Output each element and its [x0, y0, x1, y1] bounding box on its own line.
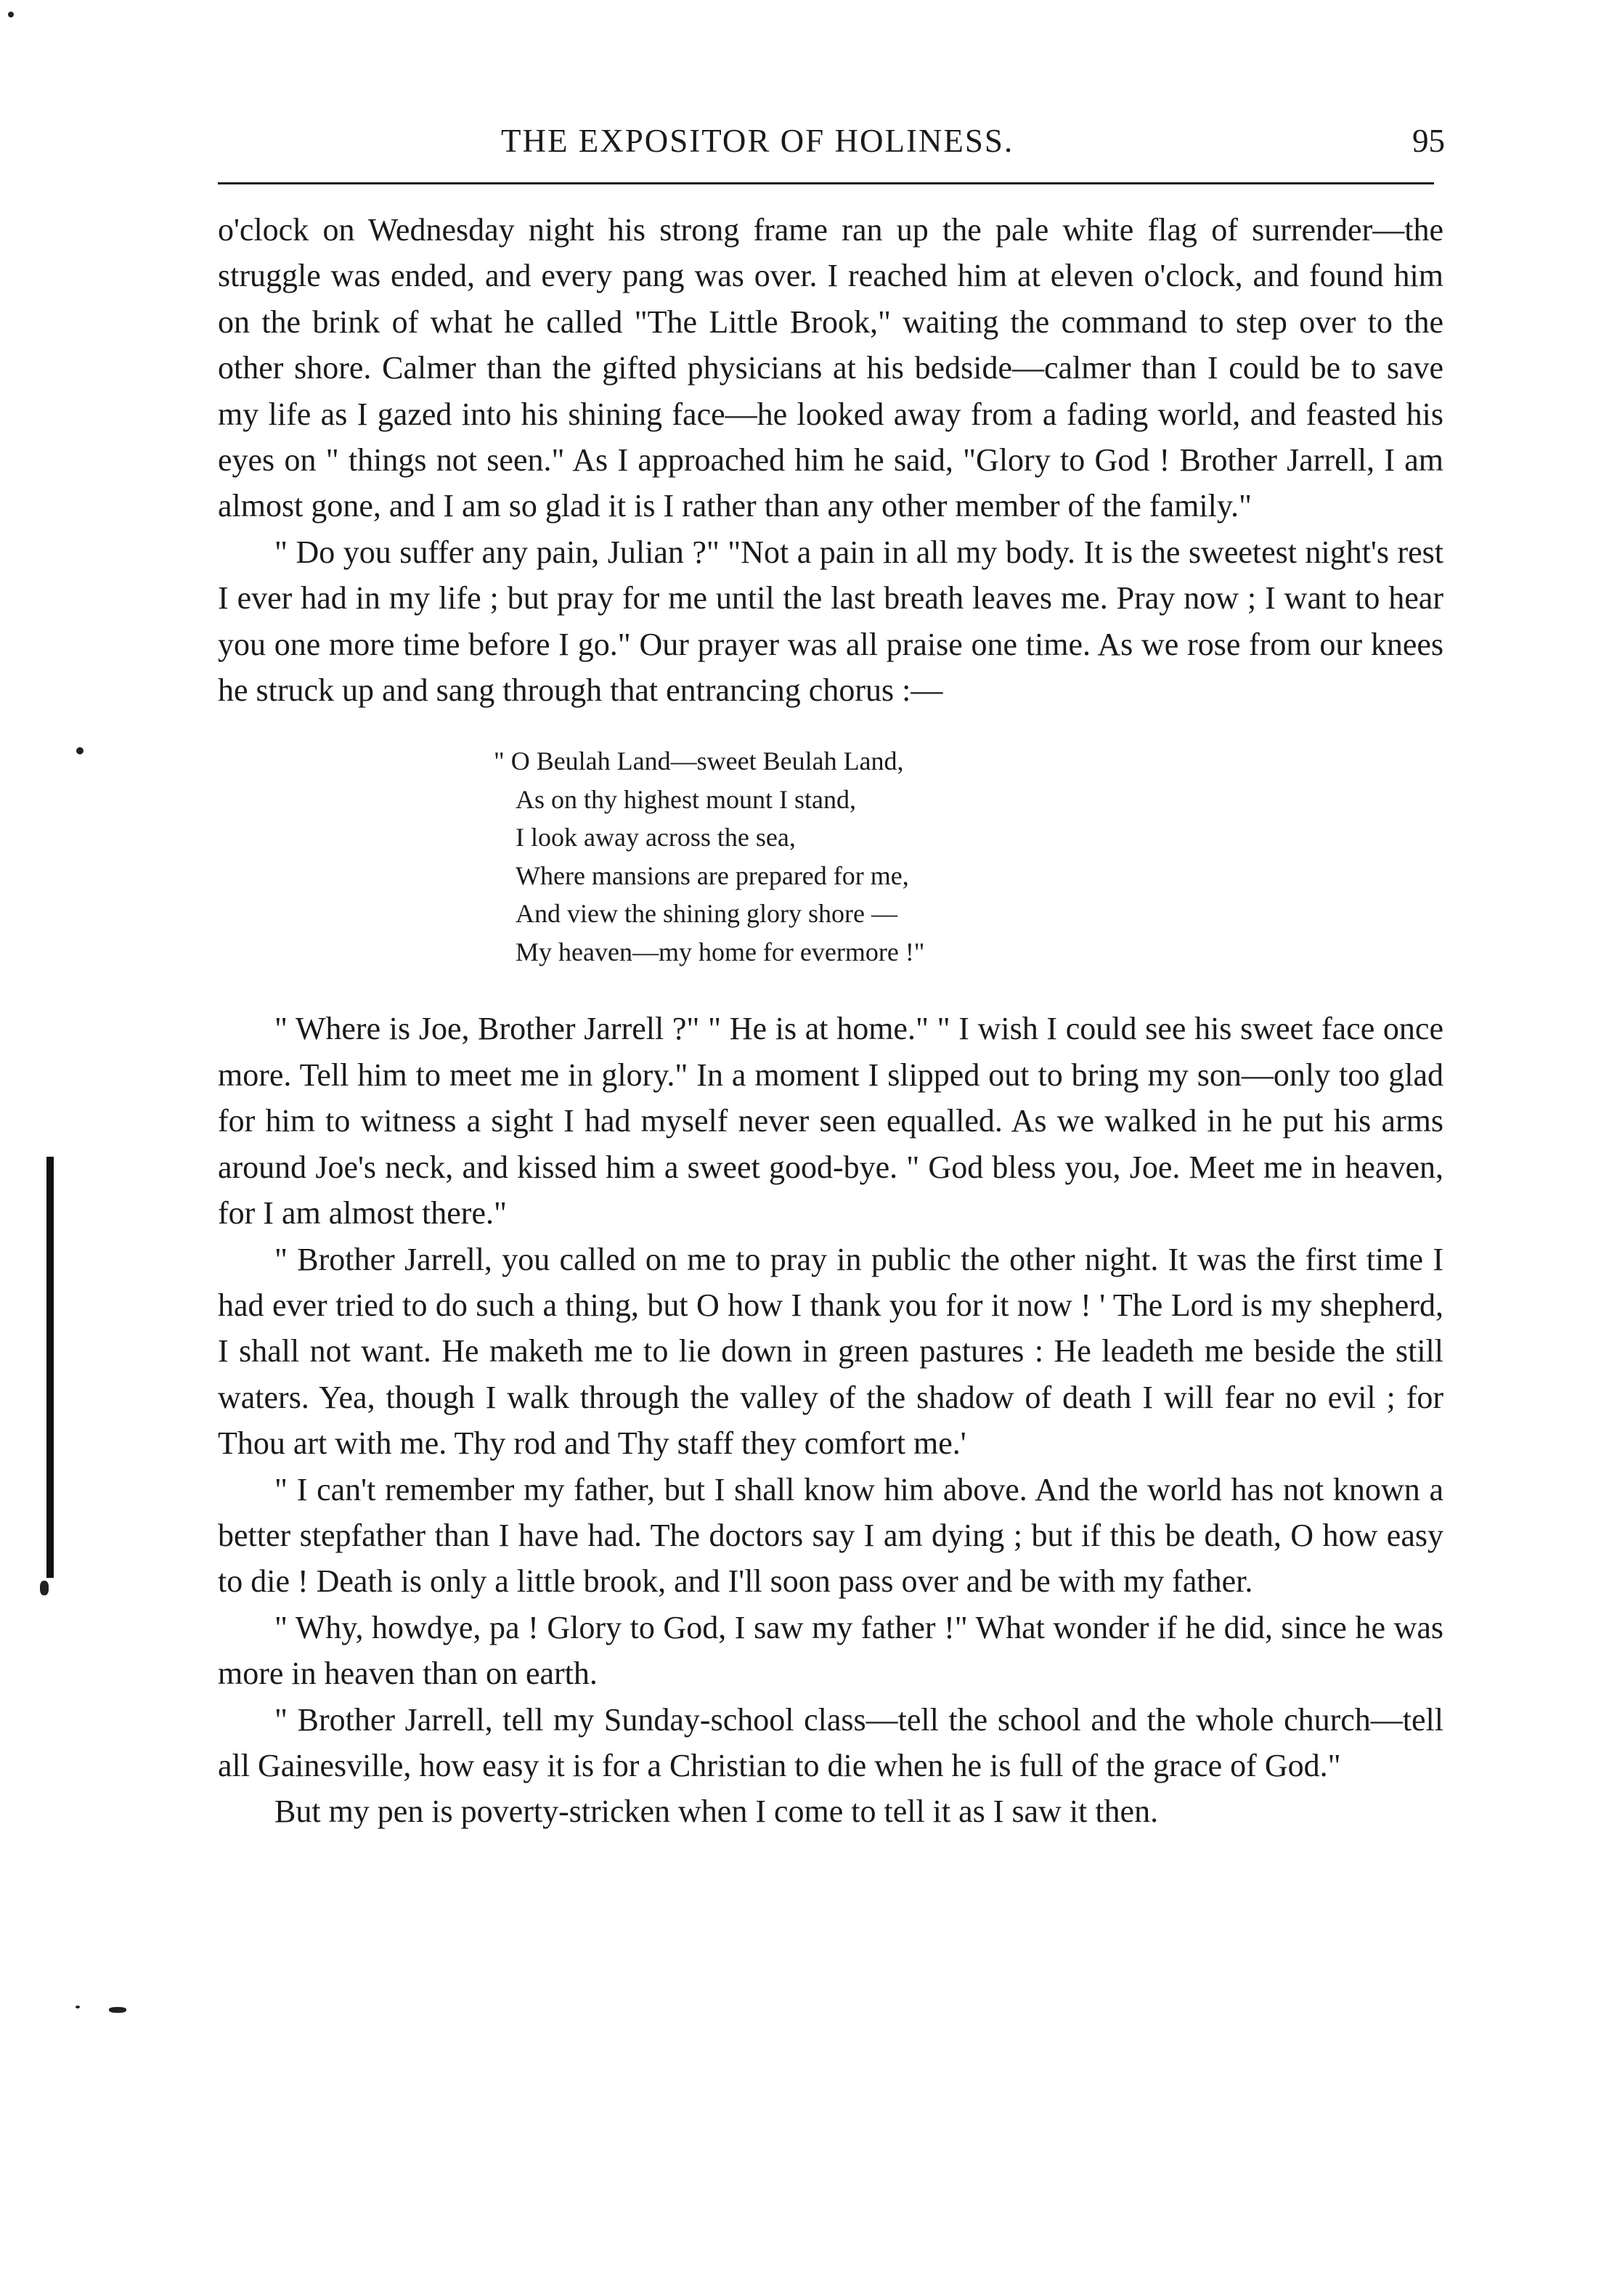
page-header — [218, 122, 1452, 173]
margin-scan-mark — [46, 1157, 54, 1578]
scan-speck — [109, 2007, 126, 2013]
poem-line: " O Beulah Land—sweet Beulah Land, — [494, 746, 904, 776]
poem-stanza — [494, 742, 1443, 971]
paragraph-6: " Why, howdye, pa ! Glory to God, I saw my father !" What wonder if he did, since he was more in heaven than on earth. — [218, 1609, 1443, 1692]
page-number: 95 — [1412, 123, 1445, 159]
paragraph-1: o'clock on Wednesday night his strong frame ran up the pale white flag of surrender—the struggle was ended, and every pang was over. I reached him at eleven o'clock, and found him on the brink of what he called "The Little Brook," waiting the command to step over to the other shore. Calmer than the gifted physicians at his bedside—calmer than I could be to save my life as I gazed into his shining face—he looked away from a fading world, and feasted his eyes on " things not seen." As I approached him he said, "Glory to God ! Brother Jarrell, I am almost gone, and I am so glad it is I rather than any other member of the family." — [218, 212, 1443, 524]
paragraph-3: " Where is Joe, Brother Jarrell ?" " He is at home." " I wish I could see his sweet face once more. Tell him to meet me in glory." In a moment I slipped out to bring my son—only too glad for him to witness a sight I had myself never seen equalled. As we walked in he put his arms around Joe's neck, and kissed him a sweet good-bye. " God bless you, Joe. Meet me in heaven, for I am almost there." — [218, 1011, 1443, 1232]
scan-speck — [8, 12, 14, 17]
scan-speck — [40, 1581, 49, 1595]
body-text — [218, 207, 1443, 1835]
scan-speck — [76, 2006, 80, 2008]
poem-line: As on thy highest mount I stand, — [516, 784, 856, 814]
running-title: THE EXPOSITOR OF HOLINESS. — [501, 123, 1014, 159]
scan-speck — [76, 747, 84, 754]
paragraph-2: " Do you suffer any pain, Julian ?" "Not a pain in all my body. It is the sweetest night's rest I ever had in my life ; but pray for me until the last breath leaves me. Pray now ; I want to hear you one more time before I go." Our prayer was all praise one time. As we rose from our knees he struck up and sang through that entrancing chorus :— — [218, 534, 1443, 709]
poem-line: My heaven—my home for evermore !" — [516, 937, 925, 966]
paragraph-7: " Brother Jarrell, tell my Sunday-school class—tell the school and the whole church—tell all Gainesville, how easy it is for a Christian to die when he is full of the grace of God." — [218, 1701, 1443, 1783]
poem-line: Where mansions are prepared for me, — [516, 860, 909, 890]
paragraph-4: " Brother Jarrell, you called on me to pray in public the other night. It was the first time I had ever tried to do such a thing, but O how I thank you for it now ! ' The Lord is my shepherd, I shall not want. He maketh me to lie down in green pastures : He leadeth me beside the still waters. Yea, though I walk through the valley of the shadow of death I will fear no evil ; for Thou art with me. Thy rod and Thy staff they comfort me.' — [218, 1241, 1443, 1462]
poem-line: I look away across the sea, — [516, 823, 796, 852]
poem-line: And view the shining glory shore — — [516, 899, 897, 929]
header-rule — [218, 182, 1434, 184]
paragraph-5: " I can't remember my father, but I shall know him above. And the world has not known a better stepfather than I have had. The doctors say I am dying ; but if this be death, O how easy to die ! Death is only a little brook, and I'll soon pass over and be with my father. — [218, 1471, 1443, 1600]
paragraph-8: But my pen is poverty-stricken when I come to tell it as I saw it then. — [274, 1794, 1159, 1830]
